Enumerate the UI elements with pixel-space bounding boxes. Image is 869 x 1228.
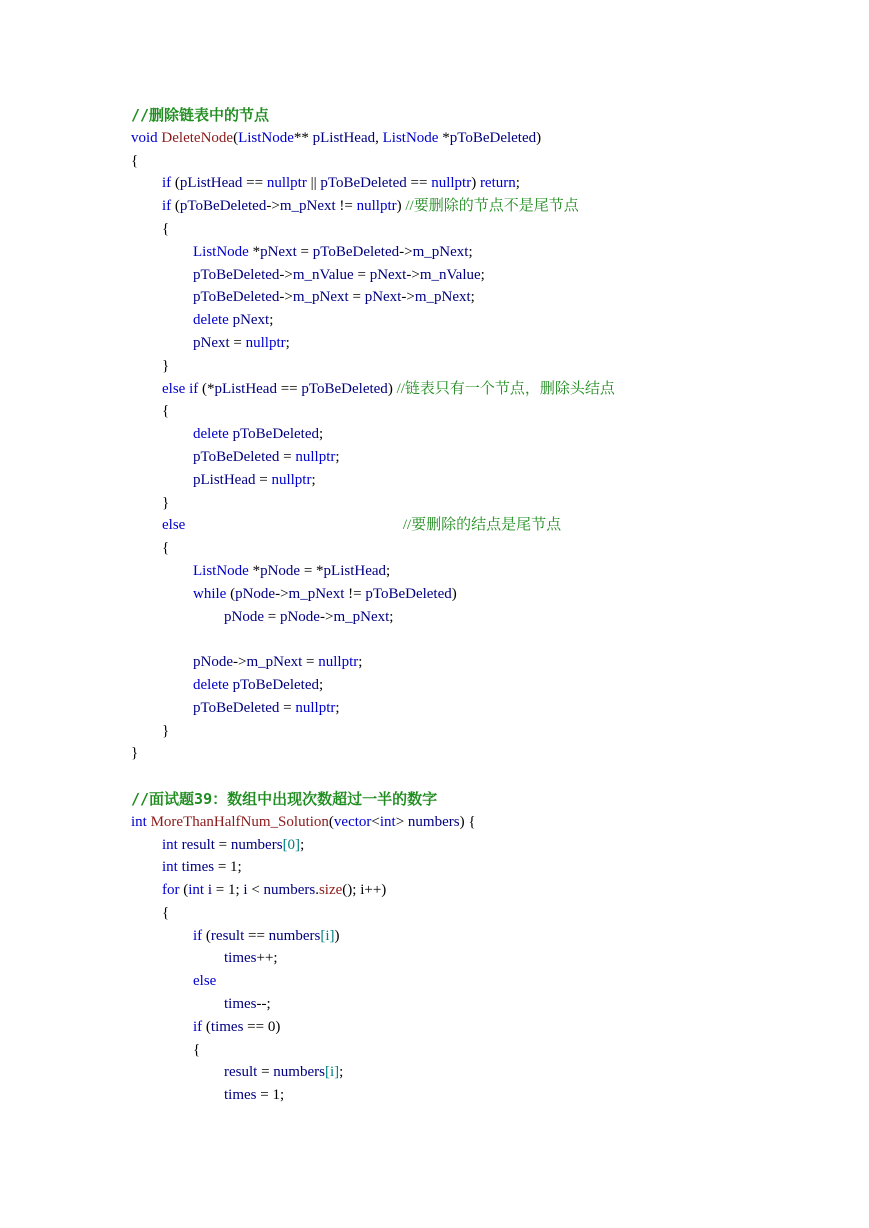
code-token: pToBeDeleted	[193, 266, 280, 283]
code-line	[131, 172, 851, 195]
code-token: {	[162, 540, 170, 557]
code-token: else if	[162, 380, 199, 397]
code-line	[131, 1084, 851, 1107]
code-token: int	[379, 813, 396, 830]
code-token: )	[387, 380, 397, 397]
code-token: ;	[515, 175, 520, 192]
code-token: for	[162, 882, 180, 899]
code-token: pListHead	[214, 380, 277, 397]
code-line	[131, 970, 851, 993]
code-token: //要删除的结点是尾节点	[402, 517, 562, 534]
code-token: ;	[339, 1064, 344, 1081]
code-line	[131, 195, 851, 218]
code-token: }	[162, 722, 170, 739]
code-token: if	[193, 1018, 203, 1035]
code-token: *	[248, 243, 261, 260]
code-token: pNode	[193, 654, 233, 671]
code-line	[131, 765, 851, 788]
code-token: (*	[198, 380, 215, 397]
code-token: (	[171, 175, 180, 192]
code-token: = *	[300, 562, 324, 579]
code-token: ;	[358, 654, 363, 671]
code-token: {	[162, 403, 170, 420]
code-token: ==	[406, 175, 432, 192]
code-token: numbers	[407, 813, 460, 830]
code-token: DeleteNode	[161, 129, 234, 146]
code-token: int	[162, 836, 178, 853]
code-token: ||	[306, 175, 321, 192]
code-token: ==	[242, 175, 267, 192]
code-token: if	[162, 175, 172, 192]
code-token: nullptr	[318, 654, 359, 671]
code-line	[131, 241, 851, 264]
code-token: )	[396, 198, 406, 215]
code-token: == 0)	[243, 1018, 281, 1035]
code-token: m_pNext	[292, 289, 349, 306]
code-line	[131, 606, 851, 629]
code-token: ;	[318, 676, 324, 693]
code-token: pNode	[279, 608, 320, 625]
code-line	[131, 218, 851, 241]
code-token: pToBeDeleted	[312, 243, 400, 260]
code-line	[131, 400, 851, 423]
code-token: }	[162, 494, 170, 511]
code-token: nullptr	[271, 471, 312, 488]
code-token: ) {	[459, 813, 476, 830]
code-line	[131, 1039, 851, 1062]
code-token: numbers	[273, 1064, 325, 1081]
code-token: ->	[406, 266, 420, 283]
code-line	[131, 264, 851, 287]
code-token: int	[188, 882, 205, 899]
code-token: nullptr	[295, 699, 336, 716]
code-token: pNode	[260, 562, 301, 579]
code-line	[131, 902, 851, 925]
code-token: =	[229, 334, 246, 351]
code-token: {	[193, 1041, 201, 1058]
code-token: pToBeDeleted	[365, 585, 452, 602]
code-token: [i]	[324, 1064, 340, 1081]
code-token: ;	[335, 699, 340, 716]
code-token: ;	[386, 562, 391, 579]
code-token: ->	[319, 608, 334, 625]
code-token: pToBeDeleted	[193, 448, 280, 465]
section-heading	[131, 104, 851, 127]
code-token: delete	[193, 312, 229, 329]
code-token: pListHead	[179, 175, 243, 192]
code-token: )	[334, 927, 340, 944]
code-token: =	[302, 654, 319, 671]
code-token: pToBeDeleted	[232, 676, 319, 693]
code-token: pToBeDeleted	[301, 380, 388, 397]
code-token: ListNode	[382, 129, 439, 146]
code-token: (	[202, 927, 211, 944]
code-token: ;	[311, 471, 316, 488]
code-token: {	[162, 904, 170, 921]
code-token: ->	[279, 289, 293, 306]
code-token: !=	[344, 585, 366, 602]
code-token: ;	[318, 426, 324, 443]
code-token: [i]	[320, 927, 335, 944]
code-token: numbers	[268, 927, 321, 944]
code-token: *	[438, 129, 450, 146]
code-line	[131, 720, 851, 743]
code-token: pListHead	[323, 562, 387, 579]
code-token: nullptr	[431, 175, 472, 192]
code-token: {	[131, 152, 139, 169]
code-token: numbers	[230, 836, 283, 853]
code-token: pNext	[364, 289, 402, 306]
code-token: return	[479, 175, 516, 192]
code-line	[131, 628, 851, 651]
code-line	[131, 514, 851, 537]
code-token: >	[395, 813, 408, 830]
code-token: (	[328, 813, 334, 830]
code-token: pNext	[232, 312, 270, 329]
code-token: if	[162, 198, 172, 215]
code-token: i	[207, 882, 213, 899]
code-token: ;	[389, 608, 394, 625]
code-token: pToBeDeleted	[179, 198, 267, 215]
code-token: numbers	[263, 882, 316, 899]
code-token: void	[131, 129, 162, 146]
code-token: //面试题39：数组中出现次数超过一半的数字	[131, 789, 438, 808]
code-token: {	[162, 220, 170, 237]
code-token: ;	[335, 448, 340, 465]
code-line	[131, 1016, 851, 1039]
code-token: m_nValue	[292, 266, 354, 283]
code-token: ->	[399, 243, 413, 260]
code-token: times	[224, 950, 257, 967]
code-token: ==	[276, 380, 302, 397]
code-line	[131, 492, 851, 515]
code-token: ->	[401, 289, 415, 306]
code-token: (	[202, 1018, 211, 1035]
code-token: int	[162, 859, 178, 876]
code-token: nullptr	[295, 448, 336, 465]
code-token: (	[171, 198, 180, 215]
code-token: pToBeDeleted	[320, 175, 407, 192]
code-line	[131, 286, 851, 309]
code-token: ->	[275, 585, 289, 602]
code-token: ;	[470, 289, 475, 306]
code-token: =	[279, 699, 296, 716]
code-token: delete	[193, 426, 229, 443]
code-token: ->	[233, 654, 247, 671]
code-line	[131, 879, 851, 902]
code-token: delete	[193, 676, 229, 693]
code-token: *	[248, 562, 261, 579]
code-token: )	[536, 129, 542, 146]
code-token: //删除链表中的节点	[131, 106, 270, 124]
code-token: i	[243, 882, 248, 899]
code-token: pToBeDeleted	[232, 426, 319, 443]
code-token: ListNode	[193, 562, 249, 579]
code-token: ;	[480, 266, 485, 283]
code-token: )	[471, 175, 480, 192]
code-token: pNode	[224, 608, 264, 625]
code-token: ;	[468, 243, 473, 260]
code-token: ->	[279, 266, 293, 283]
code-line	[131, 127, 851, 150]
code-token: pToBeDeleted	[449, 129, 537, 146]
code-token: ->	[266, 198, 280, 215]
code-token: nullptr	[356, 198, 397, 215]
code-token: vector	[333, 813, 372, 830]
code-token: pListHead	[312, 129, 376, 146]
code-token: =	[264, 608, 280, 625]
code-line	[131, 674, 851, 697]
code-token: m_pNext	[246, 654, 303, 671]
code-token: m_pNext	[412, 243, 469, 260]
code-token: )	[451, 585, 457, 602]
code-token: .	[315, 882, 319, 899]
code-line	[131, 947, 851, 970]
code-token: =	[296, 243, 313, 260]
code-token	[185, 517, 403, 533]
code-line	[131, 993, 851, 1016]
code-line	[131, 355, 851, 378]
code-token: (); i++)	[342, 882, 387, 899]
code-token: =	[257, 1064, 274, 1081]
code-token: nullptr	[245, 334, 286, 351]
code-token: ListNode	[238, 129, 294, 146]
code-token: <	[371, 813, 380, 830]
code-token: result	[224, 1064, 258, 1081]
code-token: --;	[256, 996, 271, 1013]
code-line	[131, 469, 851, 492]
code-token: = 1;	[256, 1087, 285, 1104]
code-token: m_nValue	[419, 266, 481, 283]
code-token: MoreThanHalfNum_Solution	[150, 813, 329, 830]
code-token: ++;	[256, 950, 278, 967]
code-token: =	[214, 836, 231, 853]
code-line	[131, 446, 851, 469]
code-line	[131, 856, 851, 879]
code-token: else	[162, 517, 186, 534]
code-token: pToBeDeleted	[193, 699, 280, 716]
code-token: m_pNext	[333, 608, 390, 625]
section-heading	[131, 788, 851, 811]
code-token: pNode	[235, 585, 276, 602]
code-token: pListHead	[193, 471, 256, 488]
code-line	[131, 150, 851, 173]
code-token: times	[224, 996, 257, 1013]
code-token: m_pNext	[288, 585, 345, 602]
code-token: = 1;	[212, 882, 244, 899]
code-token: (	[233, 129, 239, 146]
code-token: =	[279, 448, 296, 465]
code-token: <	[247, 882, 264, 899]
code-token: //链表只有一个节点，删除头结点	[396, 380, 615, 397]
code-token: pNext	[193, 334, 230, 351]
code-token: pNext	[369, 266, 407, 283]
code-line	[131, 560, 851, 583]
code-token: =	[348, 289, 365, 306]
code-token: result	[210, 927, 245, 944]
code-token: times	[210, 1018, 244, 1035]
code-token: }	[162, 357, 170, 374]
code-line	[131, 1061, 851, 1084]
code-token: (	[179, 882, 189, 899]
code-token: ListNode	[193, 243, 249, 260]
code-token: if	[193, 927, 203, 944]
code-token: size	[318, 882, 343, 899]
code-token: pToBeDeleted	[193, 289, 280, 306]
code-token: ==	[244, 927, 269, 944]
code-token: while	[193, 585, 227, 602]
code-token: }	[131, 745, 139, 762]
code-token: result	[181, 836, 215, 853]
code-token: ;	[300, 836, 305, 853]
code-token: times	[181, 859, 215, 876]
code-token: nullptr	[266, 175, 307, 192]
code-token: =	[255, 471, 272, 488]
code-token: m_pNext	[414, 289, 471, 306]
code-listing	[131, 104, 851, 1107]
code-token: = 1;	[214, 859, 242, 876]
code-token: ;	[285, 334, 290, 351]
code-token: !=	[335, 198, 357, 215]
code-token: else	[193, 973, 217, 990]
code-line	[131, 537, 851, 560]
code-token: (	[226, 585, 236, 602]
code-line	[131, 697, 851, 720]
code-line	[131, 378, 851, 401]
code-line	[131, 742, 851, 765]
code-token: **	[293, 129, 313, 146]
code-token: ;	[269, 312, 274, 329]
code-line	[131, 925, 851, 948]
code-line	[131, 423, 851, 446]
code-token: ,	[375, 129, 383, 146]
code-line	[131, 834, 851, 857]
code-token: [0]	[282, 836, 301, 853]
code-token: pNext	[260, 243, 297, 260]
code-token: //要删除的节点不是尾节点	[405, 198, 579, 215]
code-token: int	[131, 813, 151, 830]
code-line	[131, 332, 851, 355]
code-token: times	[224, 1087, 257, 1104]
code-line	[131, 651, 851, 674]
code-token: m_pNext	[279, 198, 336, 215]
code-line	[131, 309, 851, 332]
code-line	[131, 583, 851, 606]
code-line	[131, 811, 851, 834]
code-token: =	[353, 266, 370, 283]
